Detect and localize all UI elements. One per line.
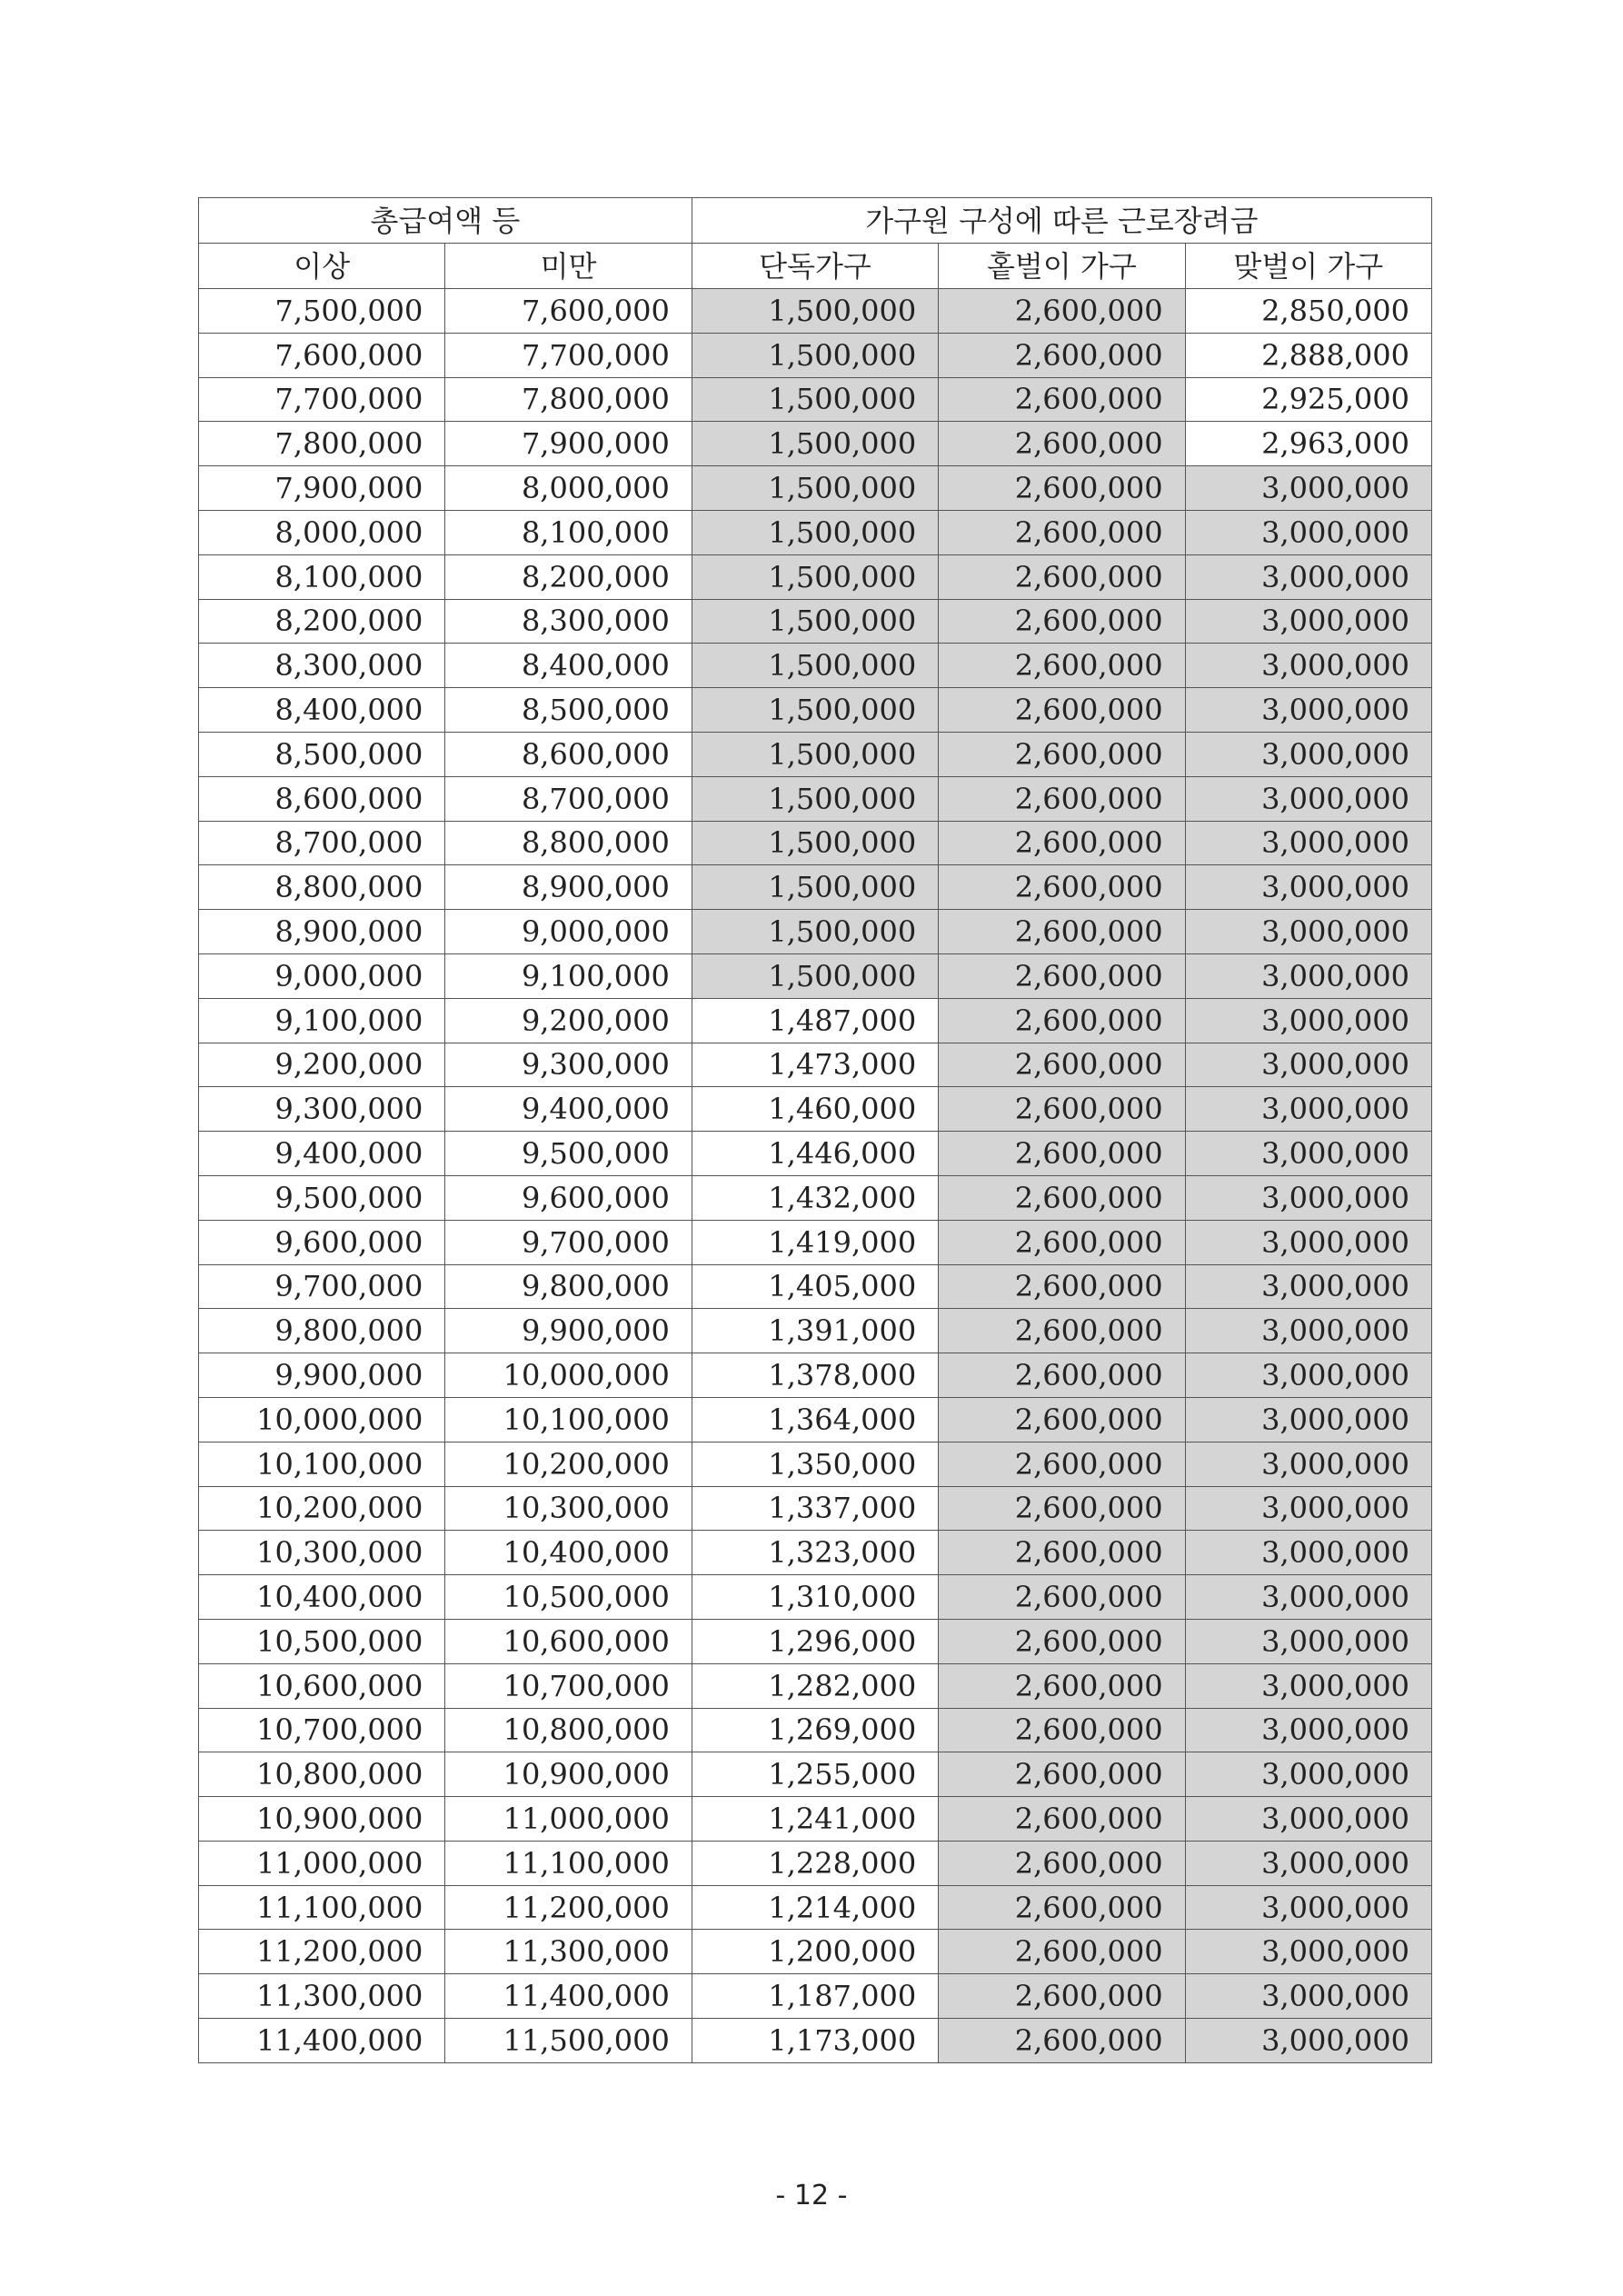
- cell-dual-earner-household: 3,000,000: [1185, 1175, 1431, 1220]
- cell-single-earner-household: 2,600,000: [939, 1531, 1185, 1575]
- table-row: [199, 732, 1432, 776]
- cell-from: 8,300,000: [199, 644, 445, 688]
- cell-from: 7,800,000: [199, 422, 445, 466]
- cell-single-household: 1,500,000: [692, 599, 938, 644]
- cell-single-earner-household: 2,600,000: [939, 1486, 1185, 1531]
- cell-dual-earner-household: 3,000,000: [1185, 1841, 1431, 1885]
- cell-to: 10,600,000: [445, 1619, 692, 1663]
- table-row: [199, 776, 1432, 821]
- cell-single-household: 1,391,000: [692, 1309, 938, 1353]
- cell-to: 7,900,000: [445, 422, 692, 466]
- cell-single-earner-household: 2,600,000: [939, 1841, 1185, 1885]
- cell-to: 8,200,000: [445, 554, 692, 599]
- cell-single-household: 1,500,000: [692, 289, 938, 334]
- cell-single-earner-household: 2,600,000: [939, 1132, 1185, 1176]
- cell-single-household: 1,473,000: [692, 1043, 938, 1087]
- cell-to: 11,000,000: [445, 1797, 692, 1842]
- cell-from: 8,200,000: [199, 599, 445, 644]
- cell-single-household: 1,364,000: [692, 1397, 938, 1442]
- cell-to: 8,800,000: [445, 821, 692, 865]
- cell-to: 11,400,000: [445, 1974, 692, 2019]
- cell-dual-earner-household: 3,000,000: [1185, 1752, 1431, 1797]
- cell-single-household: 1,487,000: [692, 998, 938, 1043]
- cell-to: 9,400,000: [445, 1087, 692, 1132]
- cell-single-earner-household: 2,600,000: [939, 1885, 1185, 1930]
- cell-single-earner-household: 2,600,000: [939, 289, 1185, 334]
- header-single-earner-household: 홑벌이 가구: [939, 244, 1185, 289]
- table-row: [199, 1397, 1432, 1442]
- cell-dual-earner-household: 3,000,000: [1185, 732, 1431, 776]
- cell-to: 8,300,000: [445, 599, 692, 644]
- cell-from: 9,100,000: [199, 998, 445, 1043]
- cell-single-household: 1,500,000: [692, 821, 938, 865]
- cell-dual-earner-household: 3,000,000: [1185, 998, 1431, 1043]
- cell-single-household: 1,350,000: [692, 1442, 938, 1486]
- cell-single-household: 1,310,000: [692, 1575, 938, 1620]
- table-row: [199, 422, 1432, 466]
- table-row: [199, 1043, 1432, 1087]
- cell-from: 10,500,000: [199, 1619, 445, 1663]
- header-single-household: 단독가구: [692, 244, 938, 289]
- cell-to: 10,800,000: [445, 1708, 692, 1752]
- cell-dual-earner-household: 3,000,000: [1185, 865, 1431, 910]
- cell-dual-earner-household: 3,000,000: [1185, 1885, 1431, 1930]
- cell-single-household: 1,500,000: [692, 644, 938, 688]
- cell-single-earner-household: 2,600,000: [939, 910, 1185, 954]
- cell-from: 8,600,000: [199, 776, 445, 821]
- table-row: [199, 1087, 1432, 1132]
- table-row: [199, 1885, 1432, 1930]
- cell-single-household: 1,282,000: [692, 1663, 938, 1708]
- table-row: [199, 333, 1432, 377]
- cell-single-household: 1,337,000: [692, 1486, 938, 1531]
- header-incentive-by-household: 가구원 구성에 따른 근로장려금: [692, 198, 1431, 244]
- cell-single-household: 1,296,000: [692, 1619, 938, 1663]
- cell-to: 10,900,000: [445, 1752, 692, 1797]
- cell-single-earner-household: 2,600,000: [939, 510, 1185, 554]
- cell-single-earner-household: 2,600,000: [939, 1575, 1185, 1620]
- table-row: [199, 910, 1432, 954]
- cell-dual-earner-household: 3,000,000: [1185, 466, 1431, 511]
- cell-single-earner-household: 2,600,000: [939, 1930, 1185, 1974]
- cell-to: 8,600,000: [445, 732, 692, 776]
- cell-to: 10,100,000: [445, 1397, 692, 1442]
- table-row: [199, 1309, 1432, 1353]
- cell-dual-earner-household: 3,000,000: [1185, 1619, 1431, 1663]
- cell-dual-earner-household: 3,000,000: [1185, 776, 1431, 821]
- cell-dual-earner-household: 3,000,000: [1185, 554, 1431, 599]
- cell-from: 9,400,000: [199, 1132, 445, 1176]
- cell-dual-earner-household: 3,000,000: [1185, 1974, 1431, 2019]
- cell-single-household: 1,419,000: [692, 1220, 938, 1264]
- cell-single-earner-household: 2,600,000: [939, 1309, 1185, 1353]
- cell-to: 10,200,000: [445, 1442, 692, 1486]
- cell-dual-earner-household: 3,000,000: [1185, 953, 1431, 998]
- table-row: [199, 1752, 1432, 1797]
- cell-single-household: 1,241,000: [692, 1797, 938, 1842]
- cell-from: 11,300,000: [199, 1974, 445, 2019]
- cell-from: 10,800,000: [199, 1752, 445, 1797]
- cell-from: 8,800,000: [199, 865, 445, 910]
- cell-single-household: 1,500,000: [692, 554, 938, 599]
- cell-dual-earner-household: 2,850,000: [1185, 289, 1431, 334]
- cell-single-household: 1,228,000: [692, 1841, 938, 1885]
- cell-to: 9,600,000: [445, 1175, 692, 1220]
- cell-single-household: 1,500,000: [692, 510, 938, 554]
- cell-single-household: 1,173,000: [692, 2019, 938, 2063]
- cell-single-household: 1,500,000: [692, 688, 938, 733]
- cell-to: 10,000,000: [445, 1353, 692, 1398]
- cell-single-household: 1,460,000: [692, 1087, 938, 1132]
- cell-single-household: 1,500,000: [692, 466, 938, 511]
- cell-dual-earner-household: 3,000,000: [1185, 599, 1431, 644]
- table-row: [199, 821, 1432, 865]
- cell-to: 8,700,000: [445, 776, 692, 821]
- cell-single-earner-household: 2,600,000: [939, 1752, 1185, 1797]
- cell-single-household: 1,446,000: [692, 1132, 938, 1176]
- table-row: [199, 1353, 1432, 1398]
- cell-to: 8,400,000: [445, 644, 692, 688]
- cell-dual-earner-household: 3,000,000: [1185, 1663, 1431, 1708]
- cell-from: 9,900,000: [199, 1353, 445, 1398]
- cell-single-household: 1,323,000: [692, 1531, 938, 1575]
- cell-dual-earner-household: 3,000,000: [1185, 1087, 1431, 1132]
- table-row: [199, 1575, 1432, 1620]
- cell-single-earner-household: 2,600,000: [939, 1264, 1185, 1309]
- table-row: [199, 865, 1432, 910]
- table-row: [199, 1974, 1432, 2019]
- cell-dual-earner-household: 2,963,000: [1185, 422, 1431, 466]
- cell-single-earner-household: 2,600,000: [939, 1087, 1185, 1132]
- cell-dual-earner-household: 3,000,000: [1185, 1397, 1431, 1442]
- table-row: [199, 1264, 1432, 1309]
- cell-from: 7,900,000: [199, 466, 445, 511]
- cell-single-earner-household: 2,600,000: [939, 1175, 1185, 1220]
- header-to: 미만: [445, 244, 692, 289]
- cell-single-earner-household: 2,600,000: [939, 466, 1185, 511]
- cell-single-earner-household: 2,600,000: [939, 1974, 1185, 2019]
- cell-single-earner-household: 2,600,000: [939, 1442, 1185, 1486]
- cell-from: 8,500,000: [199, 732, 445, 776]
- cell-from: 8,000,000: [199, 510, 445, 554]
- cell-dual-earner-household: 3,000,000: [1185, 1043, 1431, 1087]
- cell-single-household: 1,500,000: [692, 732, 938, 776]
- cell-from: 10,300,000: [199, 1531, 445, 1575]
- cell-to: 9,800,000: [445, 1264, 692, 1309]
- cell-to: 8,900,000: [445, 865, 692, 910]
- cell-single-household: 1,500,000: [692, 910, 938, 954]
- table-row: [199, 1132, 1432, 1176]
- cell-from: 7,600,000: [199, 333, 445, 377]
- cell-to: 9,200,000: [445, 998, 692, 1043]
- cell-to: 10,300,000: [445, 1486, 692, 1531]
- cell-to: 9,900,000: [445, 1309, 692, 1353]
- cell-dual-earner-household: 2,888,000: [1185, 333, 1431, 377]
- cell-from: 11,200,000: [199, 1930, 445, 1974]
- cell-single-household: 1,187,000: [692, 1974, 938, 2019]
- cell-from: 9,600,000: [199, 1220, 445, 1264]
- table-row: [199, 644, 1432, 688]
- cell-from: 8,900,000: [199, 910, 445, 954]
- cell-from: 9,800,000: [199, 1309, 445, 1353]
- table-body: [199, 289, 1432, 2063]
- cell-single-earner-household: 2,600,000: [939, 865, 1185, 910]
- table-row: [199, 1442, 1432, 1486]
- cell-single-earner-household: 2,600,000: [939, 688, 1185, 733]
- cell-from: 10,000,000: [199, 1397, 445, 1442]
- cell-single-earner-household: 2,600,000: [939, 953, 1185, 998]
- cell-single-earner-household: 2,600,000: [939, 821, 1185, 865]
- table-row: [199, 599, 1432, 644]
- table-row: [199, 998, 1432, 1043]
- cell-from: 10,600,000: [199, 1663, 445, 1708]
- cell-from: 9,300,000: [199, 1087, 445, 1132]
- cell-dual-earner-household: 3,000,000: [1185, 1353, 1431, 1398]
- cell-from: 10,200,000: [199, 1486, 445, 1531]
- cell-single-earner-household: 2,600,000: [939, 776, 1185, 821]
- cell-single-earner-household: 2,600,000: [939, 333, 1185, 377]
- table-row: [199, 1930, 1432, 1974]
- cell-to: 9,700,000: [445, 1220, 692, 1264]
- cell-single-earner-household: 2,600,000: [939, 422, 1185, 466]
- cell-from: 7,700,000: [199, 377, 445, 422]
- cell-to: 11,500,000: [445, 2019, 692, 2063]
- cell-single-household: 1,269,000: [692, 1708, 938, 1752]
- cell-single-household: 1,500,000: [692, 776, 938, 821]
- header-group-row: [199, 198, 1432, 244]
- cell-single-earner-household: 2,600,000: [939, 377, 1185, 422]
- cell-single-earner-household: 2,600,000: [939, 599, 1185, 644]
- cell-single-earner-household: 2,600,000: [939, 1708, 1185, 1752]
- cell-dual-earner-household: 3,000,000: [1185, 1575, 1431, 1620]
- cell-to: 10,400,000: [445, 1531, 692, 1575]
- cell-from: 9,000,000: [199, 953, 445, 998]
- cell-dual-earner-household: 3,000,000: [1185, 1708, 1431, 1752]
- page-number: - 12 -: [775, 2180, 848, 2211]
- cell-from: 11,100,000: [199, 1885, 445, 1930]
- cell-dual-earner-household: 3,000,000: [1185, 821, 1431, 865]
- cell-dual-earner-household: 3,000,000: [1185, 1442, 1431, 1486]
- cell-to: 8,000,000: [445, 466, 692, 511]
- header-dual-earner-household: 맞벌이 가구: [1185, 244, 1431, 289]
- table-row: [199, 377, 1432, 422]
- cell-dual-earner-household: 3,000,000: [1185, 1220, 1431, 1264]
- cell-single-earner-household: 2,600,000: [939, 1663, 1185, 1708]
- cell-single-household: 1,200,000: [692, 1930, 938, 1974]
- cell-single-earner-household: 2,600,000: [939, 1043, 1185, 1087]
- cell-to: 8,100,000: [445, 510, 692, 554]
- cell-single-household: 1,405,000: [692, 1264, 938, 1309]
- cell-to: 7,600,000: [445, 289, 692, 334]
- cell-to: 7,700,000: [445, 333, 692, 377]
- cell-to: 11,100,000: [445, 1841, 692, 1885]
- cell-dual-earner-household: 3,000,000: [1185, 688, 1431, 733]
- cell-single-earner-household: 2,600,000: [939, 732, 1185, 776]
- cell-to: 8,500,000: [445, 688, 692, 733]
- cell-to: 11,300,000: [445, 1930, 692, 1974]
- cell-to: 7,800,000: [445, 377, 692, 422]
- cell-single-earner-household: 2,600,000: [939, 998, 1185, 1043]
- cell-to: 10,500,000: [445, 1575, 692, 1620]
- table-row: [199, 953, 1432, 998]
- cell-dual-earner-household: 3,000,000: [1185, 1486, 1431, 1531]
- table-row: [199, 466, 1432, 511]
- table-row: [199, 688, 1432, 733]
- table-row: [199, 289, 1432, 334]
- table-row: [199, 510, 1432, 554]
- cell-single-earner-household: 2,600,000: [939, 644, 1185, 688]
- table-row: [199, 1708, 1432, 1752]
- cell-from: 10,900,000: [199, 1797, 445, 1842]
- cell-dual-earner-household: 3,000,000: [1185, 1309, 1431, 1353]
- cell-single-household: 1,500,000: [692, 953, 938, 998]
- cell-from: 10,700,000: [199, 1708, 445, 1752]
- cell-single-household: 1,500,000: [692, 377, 938, 422]
- cell-single-household: 1,214,000: [692, 1885, 938, 1930]
- cell-from: 8,400,000: [199, 688, 445, 733]
- cell-dual-earner-household: 3,000,000: [1185, 1797, 1431, 1842]
- cell-from: 9,700,000: [199, 1264, 445, 1309]
- table-header: [199, 198, 1432, 289]
- cell-single-household: 1,255,000: [692, 1752, 938, 1797]
- table-row: [199, 1841, 1432, 1885]
- cell-from: 11,400,000: [199, 2019, 445, 2063]
- incentive-table: [198, 197, 1432, 2063]
- cell-from: 9,500,000: [199, 1175, 445, 1220]
- cell-from: 7,500,000: [199, 289, 445, 334]
- table-row: [199, 1220, 1432, 1264]
- table-row: [199, 1797, 1432, 1842]
- table-row: [199, 1175, 1432, 1220]
- cell-from: 8,100,000: [199, 554, 445, 599]
- cell-to: 9,000,000: [445, 910, 692, 954]
- cell-from: 8,700,000: [199, 821, 445, 865]
- cell-from: 10,400,000: [199, 1575, 445, 1620]
- cell-dual-earner-household: 2,925,000: [1185, 377, 1431, 422]
- table-row: [199, 1619, 1432, 1663]
- cell-dual-earner-household: 3,000,000: [1185, 910, 1431, 954]
- cell-to: 11,200,000: [445, 1885, 692, 1930]
- cell-single-earner-household: 2,600,000: [939, 2019, 1185, 2063]
- table-row: [199, 1531, 1432, 1575]
- cell-from: 10,100,000: [199, 1442, 445, 1486]
- table-row: [199, 1486, 1432, 1531]
- header-from: 이상: [199, 244, 445, 289]
- cell-dual-earner-household: 3,000,000: [1185, 644, 1431, 688]
- header-total-income: 총급여액 등: [199, 198, 692, 244]
- cell-single-earner-household: 2,600,000: [939, 554, 1185, 599]
- cell-single-household: 1,500,000: [692, 865, 938, 910]
- cell-dual-earner-household: 3,000,000: [1185, 1930, 1431, 1974]
- cell-from: 9,200,000: [199, 1043, 445, 1087]
- cell-single-earner-household: 2,600,000: [939, 1619, 1185, 1663]
- cell-to: 9,500,000: [445, 1132, 692, 1176]
- cell-to: 9,100,000: [445, 953, 692, 998]
- cell-dual-earner-household: 3,000,000: [1185, 510, 1431, 554]
- cell-single-earner-household: 2,600,000: [939, 1353, 1185, 1398]
- table-row: [199, 2019, 1432, 2063]
- cell-single-earner-household: 2,600,000: [939, 1220, 1185, 1264]
- cell-dual-earner-household: 3,000,000: [1185, 1531, 1431, 1575]
- table-row: [199, 1663, 1432, 1708]
- cell-single-earner-household: 2,600,000: [939, 1397, 1185, 1442]
- cell-single-household: 1,378,000: [692, 1353, 938, 1398]
- cell-single-earner-household: 2,600,000: [939, 1797, 1185, 1842]
- cell-dual-earner-household: 3,000,000: [1185, 1264, 1431, 1309]
- cell-dual-earner-household: 3,000,000: [1185, 2019, 1431, 2063]
- cell-from: 11,000,000: [199, 1841, 445, 1885]
- cell-single-household: 1,432,000: [692, 1175, 938, 1220]
- cell-single-household: 1,500,000: [692, 333, 938, 377]
- cell-single-household: 1,500,000: [692, 422, 938, 466]
- cell-to: 9,300,000: [445, 1043, 692, 1087]
- header-column-row: [199, 244, 1432, 289]
- cell-dual-earner-household: 3,000,000: [1185, 1132, 1431, 1176]
- cell-to: 10,700,000: [445, 1663, 692, 1708]
- table-row: [199, 554, 1432, 599]
